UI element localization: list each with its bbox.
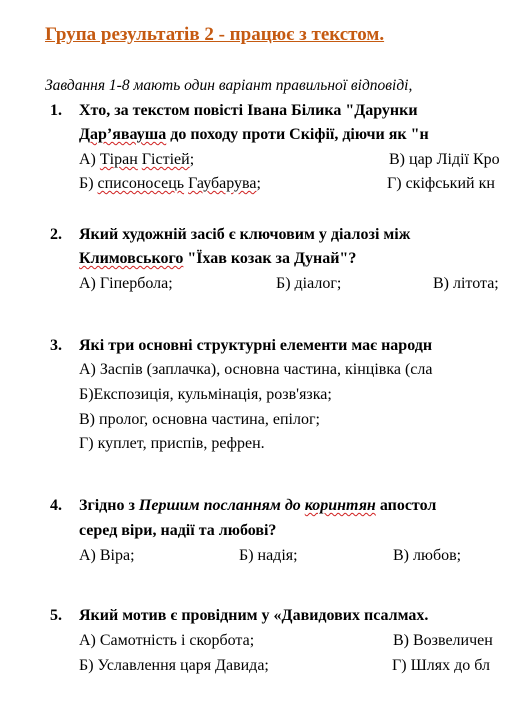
- option-b: Б) Уславлення царя Давида;: [79, 657, 269, 674]
- question-number: 3.: [50, 337, 62, 354]
- option-a: А) Заспів (заплачка), основна частина, кінцівка (сла: [79, 361, 433, 378]
- question-text: Який мотив є провідним у «Давидових псалмах.: [79, 607, 429, 624]
- misspelled-word: списоносець: [97, 175, 185, 192]
- option-v: В) цар Лідії Кро: [389, 151, 500, 168]
- option-g: Г) скіфський кн: [387, 175, 495, 192]
- option-a: А) Віра;: [79, 547, 135, 564]
- question-text: [79, 497, 436, 515]
- option-b: Б) діалог;: [276, 275, 342, 292]
- question-number: 1.: [50, 102, 62, 119]
- option-b: Б) надія;: [239, 547, 298, 564]
- question-text-rest: до походу проти Скіфії, діючи як "н: [166, 126, 429, 143]
- question-text: Які три основні структурні елементи має народн: [79, 337, 433, 354]
- option-label: А): [79, 151, 100, 168]
- option-a: А) Гіпербола;: [79, 275, 173, 292]
- option-a: [79, 151, 194, 169]
- option-b: [79, 175, 261, 193]
- question-text-part: Згідно з: [79, 497, 139, 514]
- misspelled-word: Дар’явауша: [79, 126, 167, 143]
- instruction-text: Завдання 1-8 мають один варіант правильної відповіді,: [45, 77, 413, 94]
- option-label: Б): [79, 175, 98, 192]
- question-text-line2: [79, 250, 356, 268]
- option-punct: ;: [189, 151, 195, 168]
- option-punct: ;: [256, 175, 261, 192]
- option-v: В) Возвеличен: [393, 632, 493, 649]
- misspelled-word: Гістіей: [141, 151, 190, 168]
- misspelled-word: Климовського: [79, 250, 184, 267]
- option-b: Б)Експозиція, кульмінація, розв'язка;: [79, 386, 332, 403]
- question-number: 4.: [50, 497, 62, 514]
- question-text-line2: [79, 126, 429, 144]
- misspelled-word: Гаубарува: [188, 175, 257, 192]
- option-g: Г) Шлях до бл: [392, 657, 490, 674]
- option-v: В) любов;: [393, 547, 462, 564]
- option-a: А) Самотність і скорбота;: [79, 632, 255, 649]
- question-text-rest: "Їхав козак за Дунай"?: [183, 250, 357, 267]
- misspelled-word: коринтян: [304, 497, 376, 514]
- question-text-line2: серед віри, надії та любові?: [79, 522, 277, 539]
- book-title: Першим посланням до: [138, 497, 305, 514]
- question-number: 5.: [50, 607, 62, 624]
- question-text-part: апостол: [375, 497, 437, 514]
- option-g: Г) куплет, приспів, рефрен.: [79, 435, 265, 452]
- page-title: Група результатів 2 - працює з текстом.: [45, 24, 385, 45]
- option-v: В) пролог, основна частина, епілог;: [79, 411, 320, 428]
- option-v: В) літота;: [433, 275, 499, 292]
- misspelled-word: Тіран: [99, 151, 138, 168]
- question-text: Який художній засіб є ключовим у діалозі між: [79, 226, 411, 243]
- question-text: Хто, за текстом повісті Івана Білика "Дарунки: [79, 102, 418, 119]
- question-number: 2.: [50, 226, 62, 243]
